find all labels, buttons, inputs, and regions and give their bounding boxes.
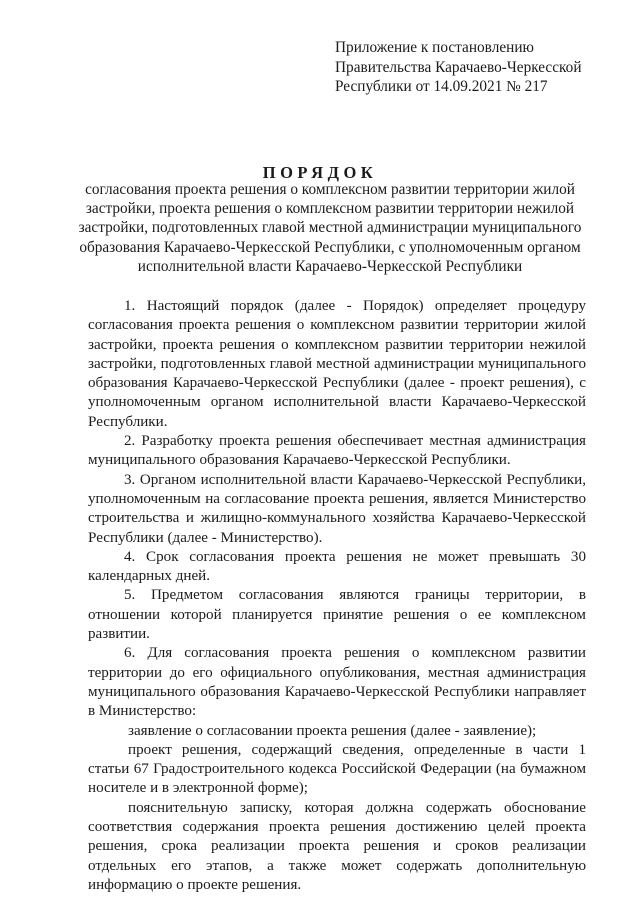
attachment-line-3: Республики от 14.09.2021 № 217 xyxy=(335,78,548,95)
paragraph-2: 2. Разработку проекта решения обеспечивает местная администрация муниципального образования Карачаево-Черкесской Республики. xyxy=(88,433,586,469)
document-body xyxy=(88,297,586,895)
attachment-note xyxy=(335,38,625,97)
attachment-line-2: Правительства Карачаево-Черкесской xyxy=(335,58,582,76)
list-item-explanatory-note: пояснительную записку, которая должна содержать обоснование соответствия содержания проекта решения достижению целей проекта решения, срока реализации проекта решения и сроков реализации отдельных его этапов, а также может содержать дополнительную информацию о проекте решения. xyxy=(88,799,586,893)
paragraph-3: 3. Органом исполнительной власти Карачаево-Черкесской Республики, уполномоченным на согласование проекта решения, является Министерство строительства и жилищно-коммунального хозяйства Карачаево-Черкесской Республики (далее - Министерство). xyxy=(88,471,586,546)
attachment-line-1: Приложение к постановлению xyxy=(335,39,534,56)
document-title: ПОРЯДОК xyxy=(262,163,378,182)
paragraph-1: 1. Настоящий порядок (далее - Порядок) определяет процедуру согласования проекта решения о комплексном развитии территории жилой застройки, проекта решения о комплексном развитии территории нежилой застройки, подготовленных главой местной администрации муниципального образования Карачаево-Черкесской Республики (далее - проект решения), с уполномоченным органом исполнительной власти Карачаево-Черкесской Республики. xyxy=(88,298,586,430)
paragraph-4: 4. Срок согласования проекта решения не может превышать 30 календарных дней. xyxy=(88,548,586,585)
paragraph-5: 5. Предметом согласования являются границы территории, в отношении которой планируется принятие решения о ее комплексном развитии. xyxy=(88,587,586,643)
list-item-application: заявление о согласовании проекта решения (далее - заявление); xyxy=(128,722,537,739)
paragraph-6: 6. Для согласования проекта решения о комплексном развитии территории до его официального опубликования, местная администрация муниципального образования Карачаево-Черкесской Республики направляет в Министерство: xyxy=(88,645,586,720)
document-subtitle: согласования проекта решения о комплексном развитии территории жилой застройки, проекта решения о комплексном развитии территории нежилой застройки, подготовленных главой местной администрации муниципального образования Карачаево-Черкесской Республики, с уполномоченным органом исполнительной власти Карачаево-Черкесской Республики xyxy=(78,181,582,275)
list-item-draft-decision: проект решения, содержащий сведения, определенные в части 1 статьи 67 Градостроительного кодекса Российской Федерации (на бумажном носителе и в электронной форме); xyxy=(88,741,586,797)
